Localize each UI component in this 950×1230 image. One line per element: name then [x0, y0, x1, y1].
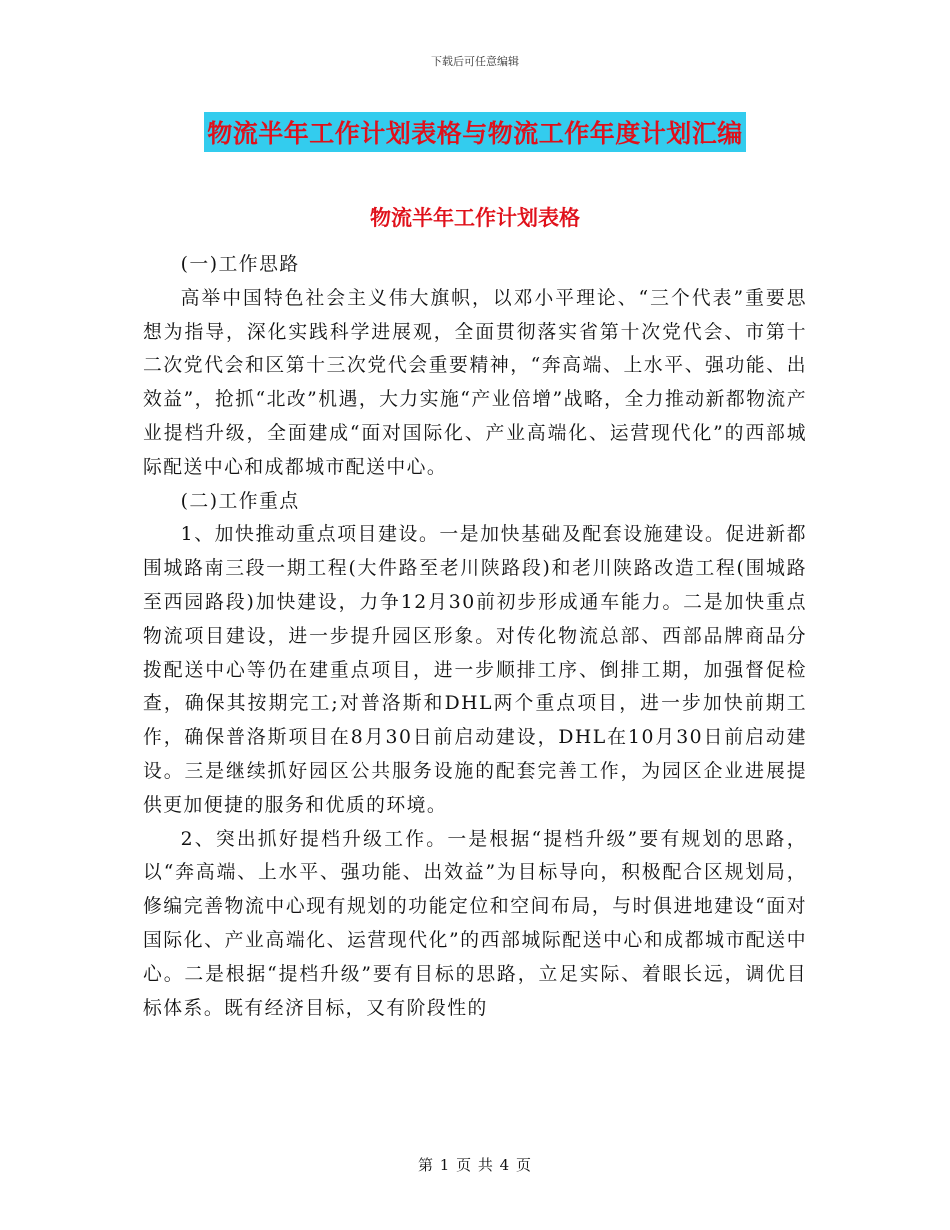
- section-title: 物流半年工作计划表格: [370, 205, 580, 230]
- page-footer: 第 1 页 共 4 页: [418, 1156, 532, 1174]
- paragraph-upgrade-work: 2、突出抓好提档升级工作。一是根据“提档升级”要有规划的思路，以“奔高端、上水平、强功能、出效益”为目标导向，积极配合区规划局，修编完善物流中心现有规划的功能定位和空间布局，与时俱进地建设“面对国际化、产业高端化、运营现代化”的西部城际配送中心和成都城市配送中心。二是根据“提档升级”要有目标的思路，立足实际、着眼长远，调优目标体系。既有经济目标，又有阶段性的: [143, 828, 807, 1019]
- document-title: 物流半年工作计划表格与物流工作年度计划汇编: [204, 112, 746, 152]
- document-title-container: [0, 112, 950, 152]
- document-body: [143, 248, 807, 1025]
- paragraph-key-projects: 1、加快推动重点项目建设。一是加快基础及配套设施建设。促进新都围城路南三段一期工程(大件路至老川陕路段)和老川陕路改造工程(围城路至西园路段)加快建设，力争12月30前初步形成通车能力。二是加快重点物流项目建设，进一步提升园区形象。对传化物流总部、西部品牌商品分拨配送中心等仍在建重点项目，进一步顺排工序、倒排工期，加强督促检查，确保其按期完工;对普洛斯和DHL两个重点项目，进一步加快前期工作，确保普洛斯项目在8月30日前启动建设，DHL在10月30日前启动建设。三是继续抓好园区公共服务设施的配套完善工作，为园区企业进展提供更加便捷的服务和优质的环境。: [143, 524, 807, 816]
- heading-work-approach: (一)工作思路: [180, 254, 300, 275]
- heading-work-focus: (二)工作重点: [180, 490, 300, 512]
- paragraph-work-approach: 高举中国特色社会主义伟大旗帜，以邓小平理论、“三个代表”重要思想为指导，深化实践科学进展观，全面贯彻落实省第十次党代会、市第十二次党代会和区第十三次党代会重要精神，“奔高端、上水平、强功能、出效益”，抢抓“北改”机遇，大力实施“产业倍增”战略，全力推动新都物流产业提档升级，全面建成“面对国际化、产业高端化、运营现代化”的西部城际配送中心和成都城市配送中心。: [143, 287, 807, 478]
- page-header-note: 下载后可任意编辑: [431, 55, 519, 68]
